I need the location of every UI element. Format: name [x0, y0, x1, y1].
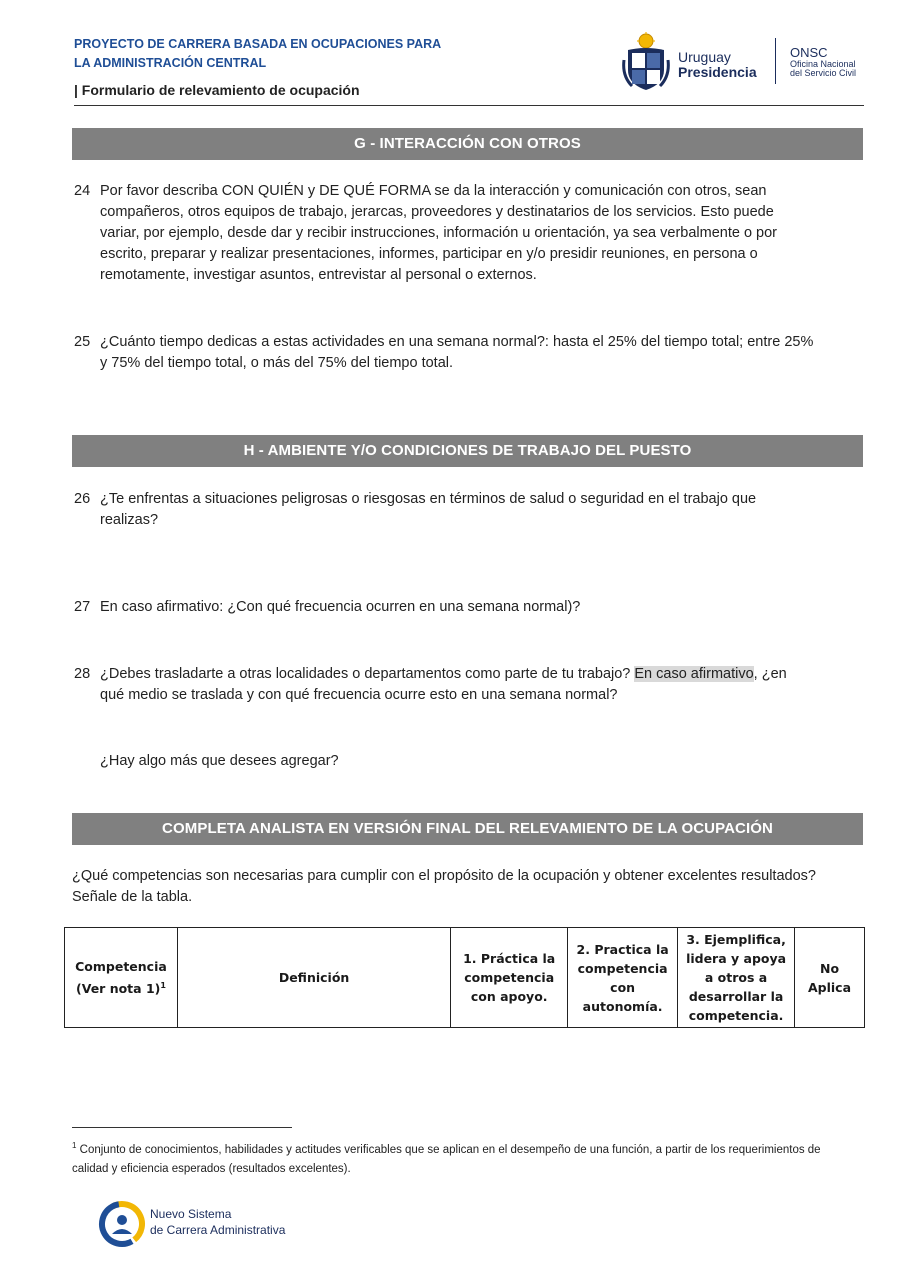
document-header-title	[74, 35, 494, 73]
nuevo-sistema-carrera-logo	[98, 1200, 318, 1250]
footnote-divider	[72, 1127, 292, 1128]
question-24	[74, 181, 814, 286]
question-25	[74, 332, 814, 374]
analyst-section-heading: COMPLETA ANALISTA EN VERSIÓN FINAL DEL RELEVAMIENTO DE LA OCUPACIÓN	[72, 813, 863, 845]
question-number: 25	[74, 334, 91, 350]
question-28	[74, 664, 814, 706]
header-title-line2: LA ADMINISTRACIÓN CENTRAL	[74, 56, 267, 70]
col-competencia-label: Competencia (Ver nota 1)	[75, 958, 167, 997]
col-nivel-1: 1. Práctica la competencia con apoyo.	[451, 928, 568, 1028]
logo-presidencia-text: Presidencia	[678, 64, 757, 80]
carrera-administrativa-emblem-icon	[98, 1200, 146, 1248]
question-text: Por favor describa CON QUIÉN y DE QUÉ FORMA se da la interacción y comunicación con otros, sean compañeros, otros equipos de trabajo, jerarcas, proveedores y destinatarios de los servicios. Esto puede variar, por ejemplo, desde dar y recibir instrucciones, información u orientación, ya sea verbalmente o por escrito, preparar y realizar presentaciones, informes, participar en y/o presidir reuniones, en persona o remotamente, investigar asuntos, entrevistar al personal o externos.	[100, 183, 778, 283]
footer-logo-line1: Nuevo Sistema	[150, 1207, 232, 1221]
footer-logo-line2: de Carrera Administrativa	[150, 1223, 286, 1237]
logo-separator	[775, 38, 776, 84]
competencies-intro: ¿Qué competencias son necesarias para cumplir con el propósito de la ocupación y obtener excelentes resultados? Señale de la tabla.	[72, 868, 816, 905]
footnote	[72, 1136, 832, 1179]
uruguay-coat-of-arms-icon	[622, 32, 670, 92]
question-28-part-b: , ¿en qué medio se traslada y con qué frecuencia ocurre esto en una semana normal?	[100, 666, 787, 703]
footnote-ref: 1	[160, 980, 166, 990]
table-header-row	[65, 928, 865, 1028]
col-definicion: Definición	[177, 928, 450, 1028]
question-26	[74, 489, 814, 531]
header-divider	[74, 105, 864, 106]
col-nivel-3: 3. Ejemplifica, lidera y apoya a otros a desarrollar la competencia.	[678, 928, 795, 1028]
section-g-heading: G - INTERACCIÓN CON OTROS	[72, 128, 863, 160]
question-27	[74, 597, 814, 618]
question-text: ¿Hay algo más que desees agregar?	[100, 753, 339, 769]
question-number: 26	[74, 491, 91, 507]
logo-onsc-text: ONSC	[790, 45, 828, 60]
footnote-text: Conjunto de conocimientos, habilidades y actitudes verificables que se aplican en el desempeño de una función, a partir de los requerimientos de calidad y eficiencia esperados (resultados excelentes).	[72, 1143, 821, 1175]
presidencia-onsc-logo	[622, 32, 867, 94]
logo-uruguay-text: Uruguay	[678, 49, 731, 65]
footnote-marker: 1	[72, 1141, 77, 1150]
question-number: 24	[74, 183, 91, 199]
question-text	[100, 664, 814, 706]
question-extra	[74, 751, 814, 772]
question-28-part-a: ¿Debes trasladarte a otras localidades o departamentos como parte de tu trabajo?	[100, 666, 635, 682]
logo-onsc-line2: del Servicio Civil	[790, 68, 857, 78]
question-number: 27	[74, 599, 91, 615]
question-text: ¿Te enfrentas a situaciones peligrosas o riesgosas en términos de salud o seguridad en el trabajo que realizas?	[100, 491, 757, 528]
col-competencia	[65, 928, 178, 1028]
competencies-table	[64, 927, 865, 1028]
col-no-aplica: No Aplica	[795, 928, 865, 1028]
section-h-heading: H - AMBIENTE Y/O CONDICIONES DE TRABAJO DEL PUESTO	[72, 435, 863, 467]
form-subtitle: | Formulario de relevamiento de ocupación	[74, 82, 360, 98]
logo-onsc-line1: Oficina Nacional	[790, 59, 856, 69]
highlighted-text: En caso afirmativo	[634, 666, 754, 682]
question-text: En caso afirmativo: ¿Con qué frecuencia ocurren en una semana normal)?	[100, 599, 581, 615]
question-text: ¿Cuánto tiempo dedicas a estas actividades en una semana normal?: hasta el 25% del tiempo total; entre 25% y 75% del tiempo total, o más del 75% del tiempo total.	[100, 334, 814, 371]
header-title-line1: PROYECTO DE CARRERA BASADA EN OCUPACIONES PARA	[74, 37, 442, 51]
question-number: 28	[74, 666, 91, 682]
col-nivel-2: 2. Practica la competencia con autonomía.	[568, 928, 678, 1028]
